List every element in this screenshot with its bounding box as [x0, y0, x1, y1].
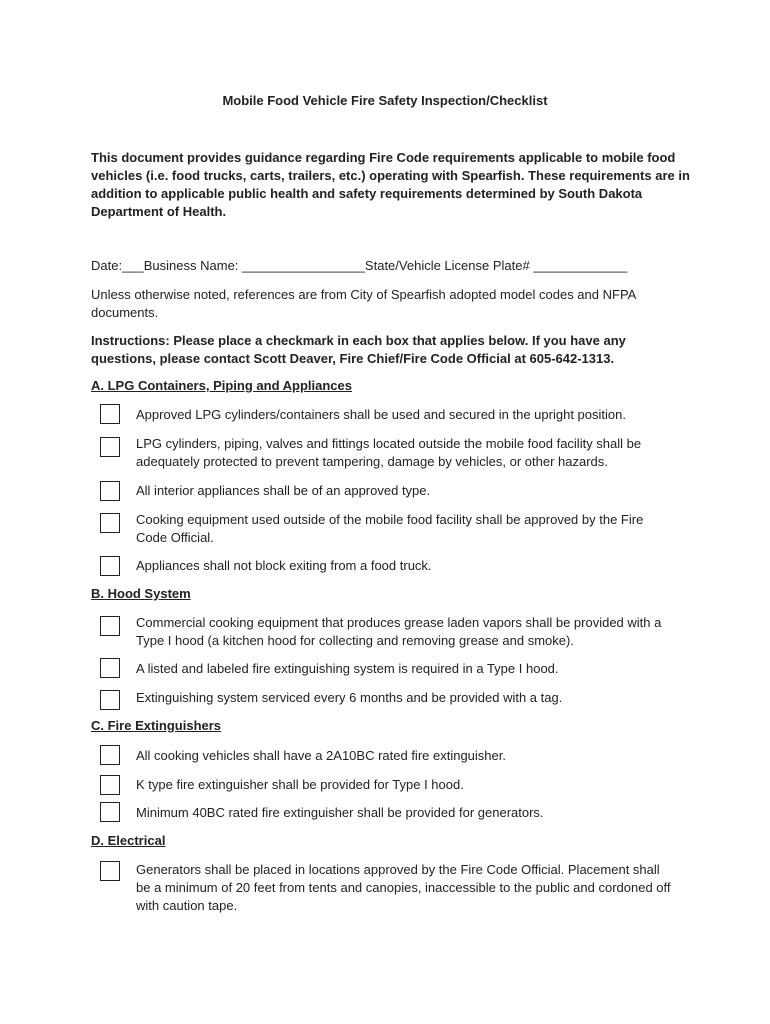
section-heading-electrical: D. Electrical — [91, 833, 166, 848]
checklist-item-text: Approved LPG cylinders/containers shall be used and secured in the upright position. — [136, 407, 626, 422]
checkbox[interactable] — [100, 437, 120, 457]
checklist-item-text: K type fire extinguisher shall be provided for Type I hood. — [136, 777, 464, 792]
checkbox[interactable] — [100, 513, 120, 533]
checklist-item-text: A listed and labeled fire extinguishing system is required in a Type I hood. — [136, 661, 559, 676]
date-business-plate-line: Date:___Business Name: _________________State/Vehicle License Plate# _____________ — [91, 258, 628, 273]
references-note: Unless otherwise noted, references are from City of Spearfish adopted model codes and NFPA documents. — [91, 287, 636, 320]
checkbox[interactable] — [100, 481, 120, 501]
section-heading-fire-extinguishers: C. Fire Extinguishers — [91, 718, 222, 733]
checkbox[interactable] — [100, 802, 120, 822]
checklist-item-text: Cooking equipment used outside of the mobile food facility shall be approved by the Fire Code Official. — [136, 512, 644, 545]
intro-paragraph: This document provides guidance regarding Fire Code requirements applicable to mobile food vehicles (i.e. food trucks, carts, trailers, etc.) operating with Spearfish. These requirements are in addition to applicable public health and safety requirements determined by South Dakota Department of Health. — [91, 150, 690, 219]
section-heading-lpg: A. LPG Containers, Piping and Appliances — [91, 378, 352, 393]
checklist-item-text: Minimum 40BC rated fire extinguisher shall be provided for generators. — [136, 805, 544, 820]
checklist-item-text: LPG cylinders, piping, valves and fittings located outside the mobile food facility shall be adequately protected to prevent tampering, damage by vehicles, or other hazards. — [136, 436, 642, 469]
checklist-item-text: Extinguishing system serviced every 6 months and be provided with a tag. — [136, 690, 563, 705]
checkbox[interactable] — [100, 658, 120, 678]
checkbox[interactable] — [100, 616, 120, 636]
checkbox[interactable] — [100, 404, 120, 424]
checklist-item-text: All interior appliances shall be of an approved type. — [136, 483, 431, 498]
checklist-item-text: Commercial cooking equipment that produces grease laden vapors shall be provided with a Type I hood (a kitchen hood for collecting and removing grease and smoke). — [136, 615, 662, 648]
checkbox[interactable] — [100, 556, 120, 576]
checklist-item-text: Generators shall be placed in locations approved by the Fire Code Official. Placement shall be a minimum of 20 feet from tents and canopies, inaccessible to the public and cordoned off with caution tape. — [136, 862, 671, 913]
checklist-item-text: All cooking vehicles shall have a 2A10BC rated fire extinguisher. — [136, 748, 506, 763]
document-title: Mobile Food Vehicle Fire Safety Inspection/Checklist — [222, 93, 548, 108]
checkbox[interactable] — [100, 745, 120, 765]
instructions-paragraph: Instructions: Please place a checkmark in each box that applies below. If you have any questions, please contact Scott Deaver, Fire Chief/Fire Code Official at 605-642-1313. — [91, 333, 626, 366]
checklist-item-text: Appliances shall not block exiting from a food truck. — [136, 558, 432, 573]
checkbox[interactable] — [100, 775, 120, 795]
section-heading-hood-system: B. Hood System — [91, 586, 191, 601]
checkbox[interactable] — [100, 861, 120, 881]
checkbox[interactable] — [100, 690, 120, 710]
